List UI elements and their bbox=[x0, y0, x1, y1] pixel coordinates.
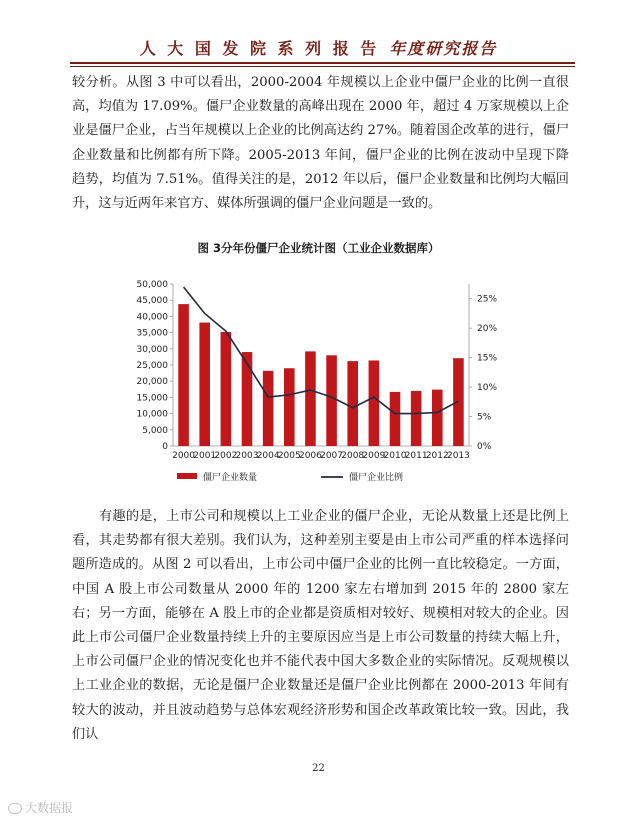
bar-2000 bbox=[178, 304, 189, 446]
figure-title: 图 3分年份僵尸企业统计图（工业企业数据库） bbox=[197, 241, 440, 255]
x-tick-label-2012: 2012 bbox=[425, 451, 449, 461]
bar-2002 bbox=[221, 332, 232, 446]
watermark-text: 大数据报 bbox=[25, 801, 74, 815]
x-tick-label-2009: 2009 bbox=[362, 451, 386, 461]
y-left-tick-label: 15,000 bbox=[136, 393, 168, 404]
y-left-tick-label: 20,000 bbox=[136, 377, 168, 388]
legend-swatch-bar bbox=[177, 473, 197, 479]
x-tick-label-2011: 2011 bbox=[404, 451, 428, 461]
y-left-tick-label: 45,000 bbox=[136, 296, 168, 307]
bar-2012 bbox=[432, 390, 443, 446]
report-series-title: 人 大 国 发 院 系 列 报 告 bbox=[139, 39, 380, 58]
bar-2009 bbox=[369, 360, 380, 446]
y-left-tick-label: 40,000 bbox=[136, 312, 168, 323]
y-left-tick-label: 50,000 bbox=[136, 280, 168, 290]
y-right-tick-label: 25% bbox=[477, 294, 498, 305]
y-right-tick-label: 15% bbox=[477, 353, 498, 364]
header-rule-thin bbox=[70, 66, 575, 67]
y-left-tick-label: 10,000 bbox=[136, 409, 168, 420]
y-right-tick-label: 0% bbox=[477, 442, 492, 452]
bar-2001 bbox=[199, 323, 210, 446]
y-right-tick-label: 20% bbox=[477, 324, 498, 335]
legend-label-line: 僵尸企业比例 bbox=[349, 473, 404, 483]
bar-2010 bbox=[390, 392, 401, 446]
bar-2004 bbox=[263, 371, 274, 446]
watermark bbox=[8, 799, 73, 816]
watermark-logo-icon bbox=[8, 803, 22, 814]
y-left-tick-label: 0 bbox=[162, 442, 168, 452]
page-number: 22 bbox=[312, 763, 325, 774]
bar-2003 bbox=[242, 352, 253, 446]
bar-2007 bbox=[326, 355, 337, 446]
header-rule bbox=[70, 62, 575, 64]
y-left-tick-label: 25,000 bbox=[136, 361, 168, 371]
bar-2005 bbox=[284, 368, 295, 446]
x-tick-label-2002: 2002 bbox=[214, 451, 238, 461]
x-tick-label-2006: 2006 bbox=[298, 451, 322, 461]
y-right-tick-label: 10% bbox=[477, 383, 498, 394]
x-tick-label-2004: 2004 bbox=[256, 451, 280, 461]
y-left-tick-label: 30,000 bbox=[136, 344, 168, 355]
legend-label-bar: 僵尸企业数量 bbox=[203, 473, 258, 483]
y-right-tick-label: 5% bbox=[477, 412, 492, 423]
bar-2008 bbox=[347, 361, 358, 446]
x-tick-label-2010: 2010 bbox=[383, 451, 407, 461]
x-tick-label-2000: 2000 bbox=[172, 451, 196, 461]
x-tick-label-2005: 2005 bbox=[277, 451, 301, 461]
body-paragraph-1: 较分析。从图 3 中可以看出，2000-2004 年规模以上企业中僵尸企业的比例一直很高，均值为 17.09%。僵尸企业数量的高峰出现在 2000 年，超过 4 万家规模以上企业是僵尸企业，占当年规模以上企业的比例高达约 27%。随着国企改革的进行，僵尸企业数量和比例都有所下降。2005-2013 年间，僵尸企业的比例在波动中呈现下降趋势，均值为 7.51%。值得关注的是，2012 年以后，僵尸企业数量和比例均大幅回升，这与近两年来官方、媒体所强调的僵尸企业问题是一致的。 bbox=[72, 75, 569, 212]
x-tick-label-2007: 2007 bbox=[320, 451, 344, 461]
bar-2011 bbox=[411, 391, 422, 446]
x-tick-label-2013: 2013 bbox=[446, 451, 470, 461]
report-subtitle: 年度研究报告 bbox=[389, 39, 498, 58]
x-tick-label-2008: 2008 bbox=[341, 451, 365, 461]
bar-2006 bbox=[305, 351, 316, 446]
report-header bbox=[0, 36, 637, 59]
y-left-tick-label: 35,000 bbox=[136, 328, 168, 339]
body-paragraph-2: 有趣的是，上市公司和规模以上工业企业的僵尸企业，无论从数量上还是比例上看，其走势都有很大差别。我们认为，这种差别主要是由上市公司严重的样本选择问题所造成的。从图 2 可以看出，上市公司中僵尸企业的比例一直比较稳定。一方面，中国 A 股上市公司数量从 2000 年的 1200 家左右增加到 2015 年的 2800 家左右；另一方面，能够在 A 股上市的企业都是资质相对较好、规模相对较大的企业。因此上市公司僵尸企业数量持续上升的主要原因应当是上市公司数量的持续大幅上升，上市公司僵尸企业的情况变化也并不能代表中国大多数企业的实际情况。反观规模以上工业企业的数据，无论是僵尸企业数量还是僵尸企业比例都在 2000-2013 年间有较大的波动，并且波动趋势与总体宏观经济形势和国企改革政策比较一致。因此，我们认 bbox=[72, 509, 569, 742]
x-tick-label-2001: 2001 bbox=[193, 451, 217, 461]
x-tick-label-2003: 2003 bbox=[235, 451, 259, 461]
zombie-enterprise-chart bbox=[125, 270, 505, 495]
y-left-tick-label: 5,000 bbox=[142, 425, 168, 436]
